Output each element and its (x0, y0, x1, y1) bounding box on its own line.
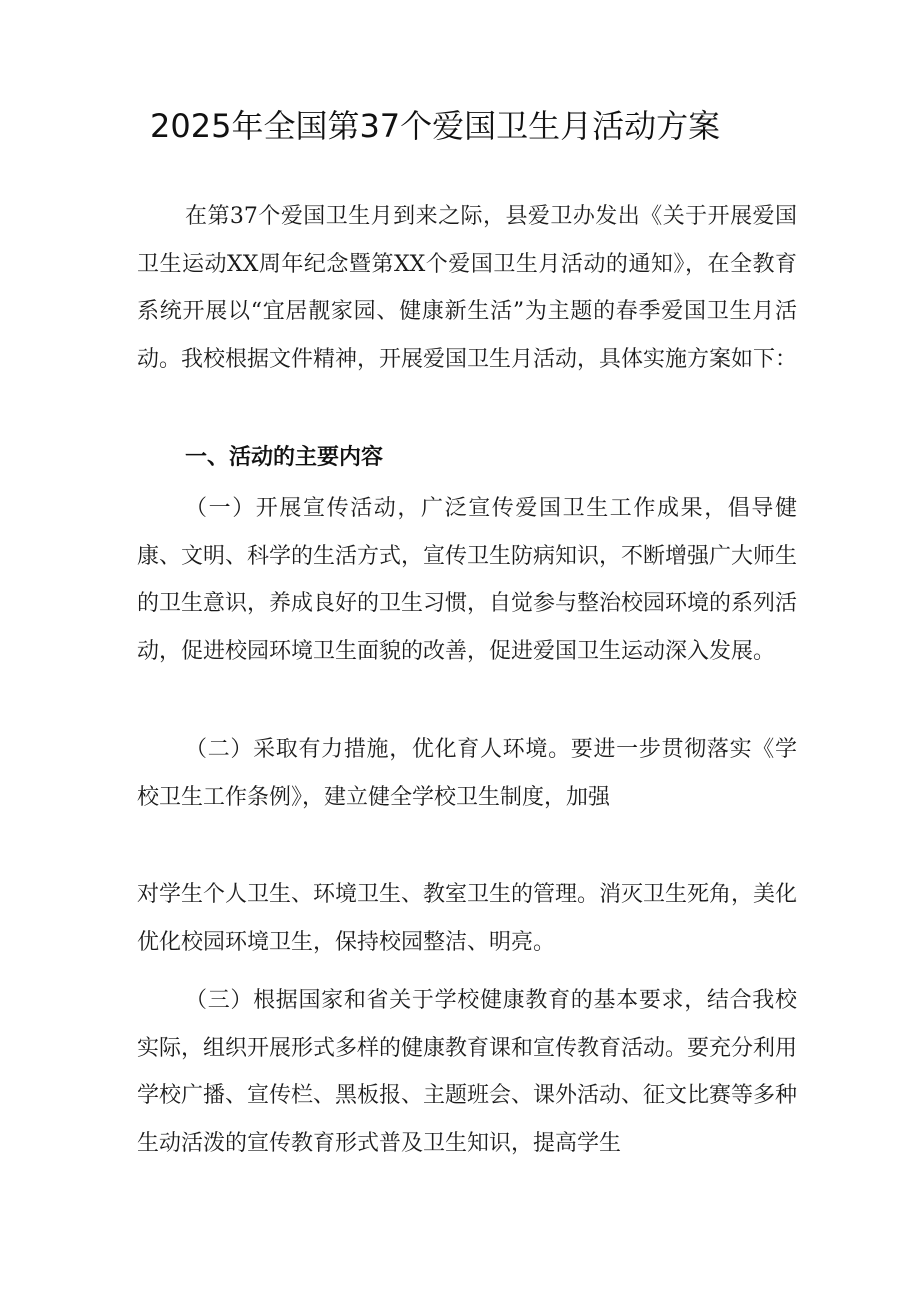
intro-paragraph: 在第37个爱国卫生月到来之际，县爱卫办发出《关于开展爱国卫生运动XX周年纪念暨第XX个爱国卫生月活动的通知》，在全教育系统开展以“宜居靓家园、健康新生活”为主题的春季爱国卫生月活动。我校根据文件精神，开展爱国卫生月活动，具体实施方案如下： (137, 204, 798, 372)
content-item-1: （一）开展宣传活动，广泛宣传爱国卫生工作成果，倡导健康、文明、科学的生活方式，宣传卫生防病知识，不断增强广大师生的卫生意识，养成良好的卫生习惯，自觉参与整治校园环境的系列活动，促进校园环境卫生面貌的改善，促进爱国卫生运动深入发展。 (137, 496, 798, 664)
document-title: 2025年全国第37个爱国卫生月活动方案 (150, 107, 721, 145)
content-item-3: （三）根据国家和省关于学校健康教育的基本要求，结合我校实际，组织开展形式多样的健康教育课和宣传教育活动。要充分利用学校广播、宣传栏、黑板报、主题班会、课外活动、征文比赛等多种生动活泼的宣传教育形式普及卫生知识，提高学生 (137, 988, 798, 1156)
content-item-2-part-1: （二）采取有力措施，优化育人环境。要进一步贯彻落实《学校卫生工作条例》，建立健全学校卫生制度，加强 (137, 737, 797, 810)
section-heading: 一、活动的主要内容 (185, 445, 384, 470)
content-item-2-part-2: 对学生个人卫生、环境卫生、教室卫生的管理。消灭卫生死角，美化优化校园环境卫生，保持校园整洁、明亮。 (137, 882, 798, 955)
